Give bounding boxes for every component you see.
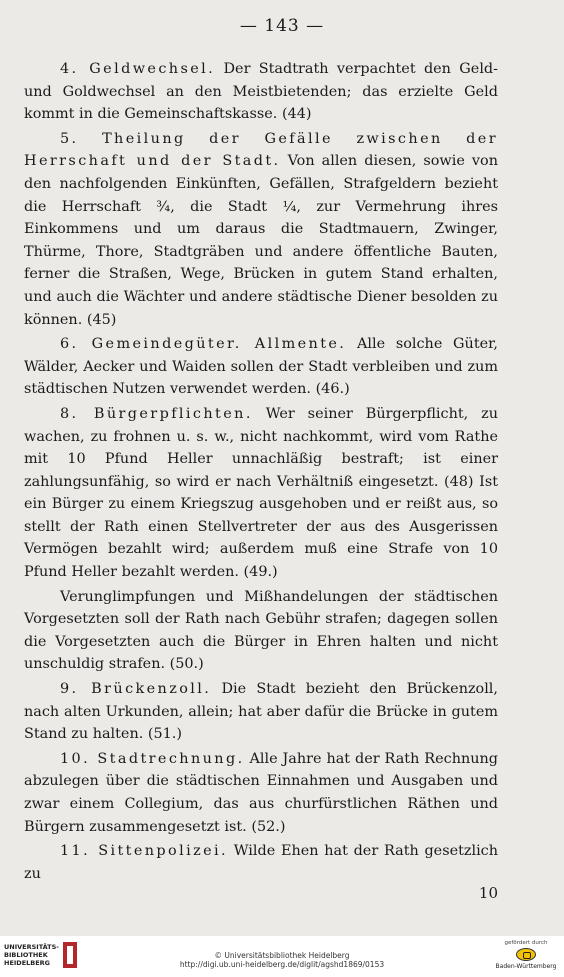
ub-logo-text: UNIVERSITÄTS- BIBLIOTHEK HEIDELBERG — [4, 943, 59, 967]
section-heading: 4. Geldwechsel. — [60, 61, 216, 77]
paragraph-text: Alle Jahre hat der Rath Rechnung abzulegen über die städtischen Einnahmen und Ausgaben und zwar einem Collegium, das aus churfürstlichen Räthen und Bürgern zusammengesetzt ist. (52.) — [24, 750, 498, 835]
section-heading: 5. Theilung der Gefälle zwischen der Herrschaft und der Stadt. — [24, 130, 498, 170]
section-heading: 8. Bürgerpflichten. — [60, 405, 253, 422]
paragraph-brueckenzoll — [24, 678, 498, 746]
section-heading: 9. Brückenzoll. — [60, 681, 212, 698]
copyright-text: © Universitätsbibliothek Heidelberg — [214, 951, 350, 960]
section-heading: 10. Stadtrechnung. — [60, 750, 245, 767]
paragraph-text: Der Stadtrath verpachtet den Geld- und Goldwechsel an den Meistbietenden; das erzielte Geld kommt in die Gemeinschaftskasse. (44) — [24, 61, 498, 123]
bw-emblem-icon — [516, 948, 536, 961]
paragraph-text: Alle solche Güter, Wälder, Aecker und Waiden sollen der Stadt verbleiben und zum städtischen Nutzen verwendet werden. (46.) — [24, 336, 498, 398]
funding-logo[interactable] — [494, 940, 558, 970]
permalink[interactable]: http://digi.ub.uni-heidelberg.de/diglit/agshd1869/0153 — [179, 960, 385, 969]
page-number-header: — 143 — — [239, 16, 325, 36]
paragraph-theilung — [24, 128, 498, 331]
body-text — [24, 58, 498, 885]
paragraph-text: Wer seiner Bürgerpflicht, zu wachen, zu frohnen u. s. w., nicht nachkommt, wird vom Rathe mit 10 Pfund Heller unnachläßig bestraft; ist einer zahlungsunfähig, so wird er nach Verhältniß eingesetzt. (48) Ist ein Bürger zu einem Kriegszug ausgehoben und er reißt aus, so stellt der Rath einen Stellvertreter der aus des Ausgerissen Vermögen bezahlt wird; außerdem muß eine Strafe von 10 Pfund Heller bezahlt werden. (49.) — [24, 405, 498, 581]
viewer-footer — [0, 936, 564, 977]
funding-name: Baden-Württemberg — [495, 963, 557, 970]
paragraph-text: Wilde Ehen hat der Rath gesetzlich zu — [24, 843, 499, 882]
paragraph-text: Die Stadt bezieht den Brückenzoll, nach alten Urkunden, allein; hat aber dafür die Brücke in gutem Stand zu halten. (51.) — [24, 681, 498, 743]
section-heading: 6. Gemeindegüter. Allmente. — [60, 336, 347, 353]
paragraph-text: Von allen diesen, sowie von den nachfolgenden Einkünften, Gefällen, Strafgeldern bezieht die Herrschaft ¾, die Stadt ¼, zur Vermehrung ihres Einkommens und um daraus die Stadtmauern, Zwinger, Thürme, Thore, Stadtgräben und andere öffentliche Bauten, ferner die Straßen, Wege, Brücken in gutem Stand erhalten, und auch die Wächter und andere städtische Diener besolden zu können. (45) — [24, 153, 498, 328]
paragraph-gemeindegueter — [24, 333, 498, 401]
paragraph-geldwechsel — [24, 58, 498, 126]
section-heading: 11. Sittenpolizei. — [60, 843, 228, 860]
funding-caption: gefördert durch — [504, 940, 548, 946]
paragraph-buergerpflichten — [24, 403, 498, 584]
paragraph-verunglimpfungen — [24, 586, 498, 676]
signature-mark: 10 — [478, 884, 498, 902]
footer-credits — [0, 951, 564, 969]
paragraph-stadtrechnung — [24, 748, 498, 838]
paragraph-sittenpolizei — [24, 840, 498, 885]
paragraph-text: Verunglimpfungen und Mißhandelungen der städtischen Vorgesetzten soll der Rath nach Gebühr strafen; dagegen sollen die Vorgesetzten auch die Bürger in Ehren halten und nicht unschuldig strafen. (50.) — [24, 588, 498, 673]
